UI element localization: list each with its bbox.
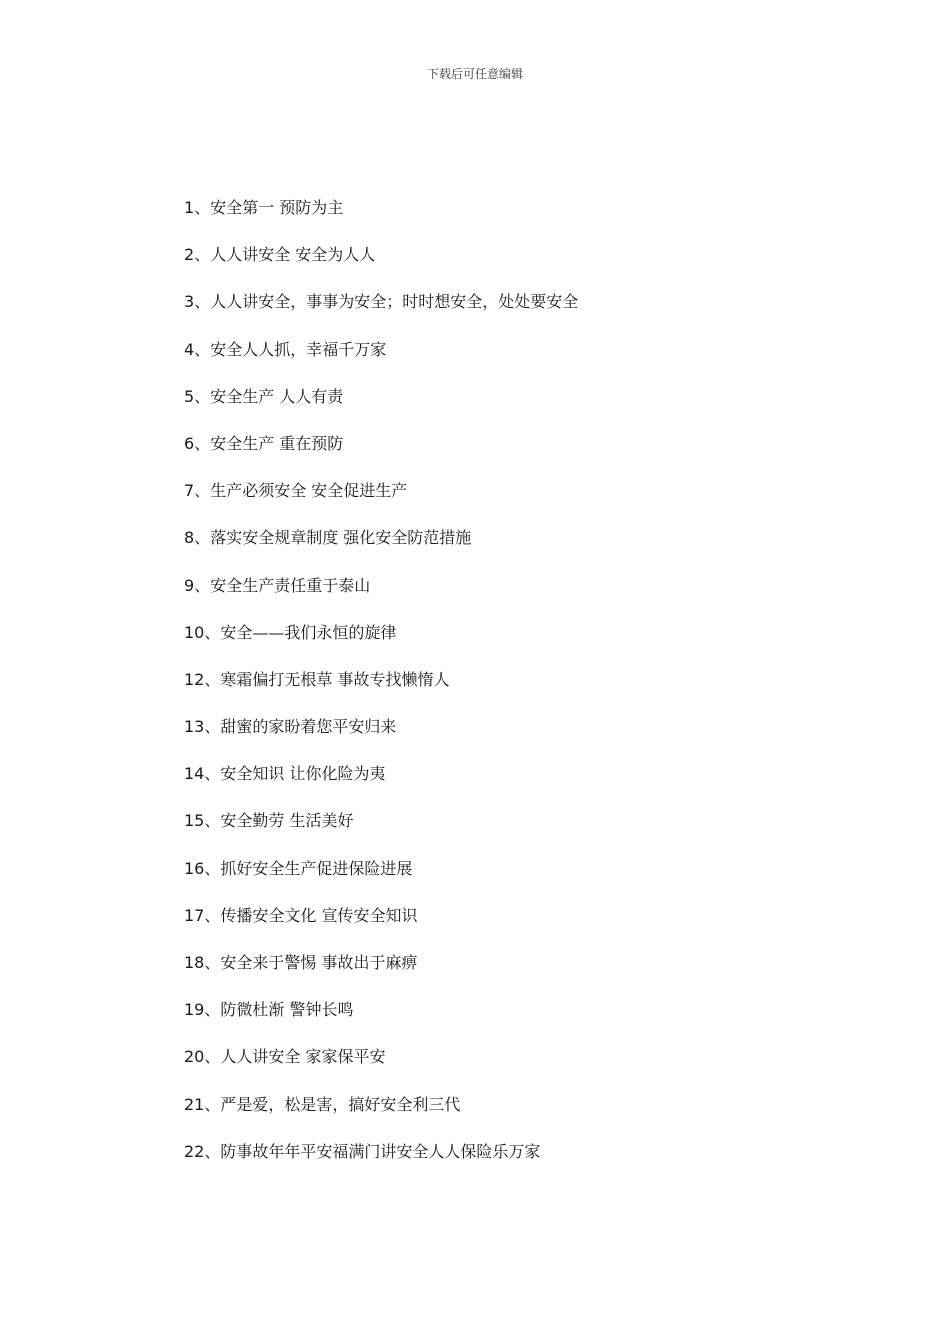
item-number: 22 <box>184 1141 205 1161</box>
item-text: 、安全——我们永恒的旋律 <box>204 622 397 642</box>
item-number: 10 <box>184 622 205 642</box>
item-text: 、安全来于警惕 事故出于麻痹 <box>204 953 418 972</box>
list-item <box>184 763 884 810</box>
item-text: 、落实安全规章制度 强化安全防范措施 <box>194 528 472 548</box>
list-item <box>184 433 884 480</box>
item-number: 17 <box>184 905 205 925</box>
list-item <box>184 1094 884 1141</box>
list-item <box>184 1141 884 1188</box>
list-item <box>184 339 884 386</box>
list-item <box>184 386 884 433</box>
list-item <box>184 244 884 291</box>
list-item <box>184 527 884 574</box>
item-number: 9 <box>184 575 195 595</box>
item-text: 、安全生产 重在预防 <box>194 433 344 453</box>
item-number: 15 <box>184 811 205 831</box>
item-text: 、安全第一 预防为主 <box>194 198 344 217</box>
item-text: 、安全人人抓，幸福千万家 <box>194 339 387 359</box>
item-number: 13 <box>184 717 205 737</box>
item-text: 、抓好安全生产促进保险进展 <box>204 858 413 878</box>
item-number: 20 <box>184 1047 205 1067</box>
item-number: 14 <box>184 764 205 784</box>
item-number: 18 <box>184 953 205 972</box>
item-text: 、安全勤劳 生活美好 <box>204 811 354 831</box>
list-item <box>184 1046 884 1093</box>
header-note: 下载后可任意编辑 <box>426 67 523 81</box>
item-number: 3 <box>184 292 195 312</box>
list-item <box>184 716 884 763</box>
item-number: 1 <box>184 198 195 217</box>
item-text: 、人人讲安全，事事为安全；时时想安全，处处要安全 <box>194 292 579 312</box>
item-text: 、防事故年年平安福满门讲安全人人保险乐万家 <box>204 1141 541 1161</box>
list-item <box>184 480 884 527</box>
item-number: 21 <box>184 1094 205 1114</box>
item-text: 、传播安全文化 宣传安全知识 <box>204 905 418 925</box>
item-number: 19 <box>184 1000 205 1020</box>
item-number: 7 <box>184 481 195 501</box>
item-text: 、安全生产责任重于泰山 <box>194 575 371 595</box>
slogan-list <box>184 197 884 1188</box>
item-text: 、严是爱，松是害，搞好安全利三代 <box>204 1094 461 1114</box>
item-number: 16 <box>184 858 205 878</box>
item-text: 、甜蜜的家盼着您平安归来 <box>204 717 397 737</box>
item-text: 、生产必须安全 安全促进生产 <box>194 481 408 501</box>
item-number: 8 <box>184 528 195 548</box>
item-number: 5 <box>184 386 195 406</box>
item-text: 、防微杜渐 警钟长鸣 <box>204 1000 354 1020</box>
list-item <box>184 999 884 1046</box>
list-item <box>184 858 884 905</box>
list-item <box>184 197 884 244</box>
item-text: 、安全知识 让你化险为夷 <box>204 764 386 784</box>
list-item <box>184 622 884 669</box>
item-number: 12 <box>184 669 205 689</box>
item-number: 6 <box>184 433 195 453</box>
list-item <box>184 810 884 857</box>
list-item <box>184 291 884 338</box>
list-item <box>184 905 884 952</box>
item-text: 、安全生产 人人有责 <box>194 386 344 406</box>
item-text: 、人人讲安全 家家保平安 <box>204 1047 386 1067</box>
list-item <box>184 669 884 716</box>
item-text: 、人人讲安全 安全为人人 <box>194 245 376 265</box>
item-number: 2 <box>184 245 195 265</box>
item-text: 、寒霜偏打无根草 事故专找懒惰人 <box>204 669 450 689</box>
list-item <box>184 575 884 622</box>
item-number: 4 <box>184 339 195 359</box>
list-item <box>184 952 884 999</box>
